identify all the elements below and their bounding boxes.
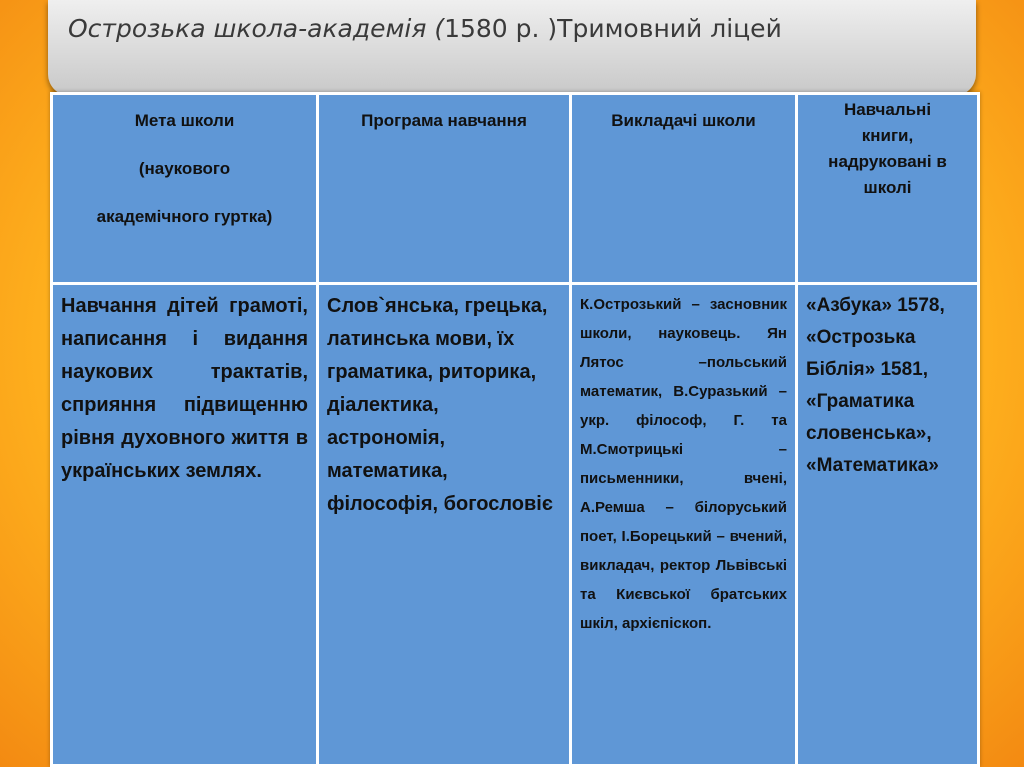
header-books: [797, 94, 979, 284]
header-goal-line: Мета школи: [134, 111, 235, 130]
table-header-row: [52, 94, 979, 284]
header-teachers: [571, 94, 797, 284]
slide-title-italic: Острозька школа-академія (: [68, 14, 445, 43]
header-books-line: надруковані в: [828, 152, 947, 171]
header-program: [318, 94, 571, 284]
cell-teachers: К.Острозький – засновник школи, науковець. Ян Лятос –польський математик, В.Суразький – укр. філософ, Г. та М.Смотрицькі – письменники, вчені, А.Ремша – білоруський поет, І.Борецький – вчений, викладач, ректор Львівські та Києвської братських шкіл, архієпіскоп.: [571, 284, 797, 766]
cell-program: Слов`янська, грецька, латинська мови, їх граматика, риторика, діалектика, астрономія, математика, філософія, богословіє: [318, 284, 571, 766]
table-row: [52, 284, 979, 766]
slide-title-rest: 1580 р. )Тримовний ліцей: [444, 14, 782, 43]
header-teachers-line: Викладачі школи: [611, 111, 756, 130]
cell-goal: Навчання дітей грамоті, написання і видання наукових трактатів, сприяння підвищенню рівня духовного життя в українських землях.: [52, 284, 318, 766]
cell-books: «Азбука» 1578, «Острозька Біблія» 1581, «Граматика словенська», «Математика»: [797, 284, 979, 766]
comparison-table: [50, 92, 980, 767]
header-books-line: Навчальні: [843, 100, 932, 119]
header-books-line: школі: [863, 178, 912, 197]
header-goal: [52, 94, 318, 284]
slide-title: [68, 14, 782, 43]
header-program-line: Програма навчання: [361, 111, 527, 130]
header-goal-line: академічного гуртка): [96, 207, 273, 226]
header-books-line: книги,: [861, 126, 914, 145]
header-goal-line: (наукового: [138, 159, 231, 178]
